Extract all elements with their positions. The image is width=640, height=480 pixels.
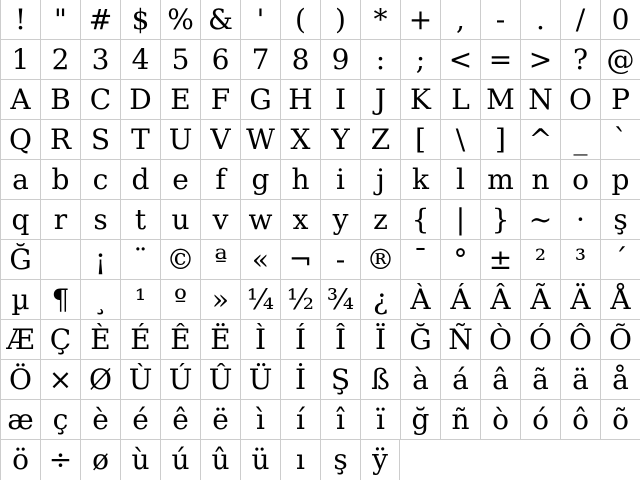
glyph-cell[interactable]: z [360, 200, 400, 240]
glyph-cell[interactable]: . [520, 0, 560, 40]
glyph-cell[interactable]: ? [560, 40, 600, 80]
glyph-cell[interactable]: ô [560, 400, 600, 440]
glyph-cell[interactable]: Ñ [440, 320, 480, 360]
glyph-cell[interactable]: B [40, 80, 80, 120]
glyph-cell[interactable]: ş [600, 200, 640, 240]
glyph-cell[interactable]: s [80, 200, 120, 240]
glyph-cell[interactable]: Y [320, 120, 360, 160]
glyph-cell[interactable]: 9 [320, 40, 360, 80]
glyph-cell[interactable]: l [440, 160, 480, 200]
glyph-cell[interactable]: S [80, 120, 120, 160]
glyph-cell[interactable]: 1 [0, 40, 40, 80]
glyph-cell[interactable]: C [80, 80, 120, 120]
glyph-cell[interactable]: Ù [120, 360, 160, 400]
glyph-cell[interactable]: î [320, 400, 360, 440]
glyph-cell[interactable]: " [40, 0, 80, 40]
glyph-cell[interactable]: u [160, 200, 200, 240]
glyph-cell[interactable]: Ê [160, 320, 200, 360]
glyph-cell[interactable]: 7 [240, 40, 280, 80]
glyph-cell[interactable]: ± [480, 240, 520, 280]
glyph-cell[interactable]: m [480, 160, 520, 200]
glyph-cell[interactable]: ş [320, 440, 360, 480]
glyph-cell[interactable]: ¨ [120, 240, 160, 280]
glyph-cell[interactable]: b [40, 160, 80, 200]
glyph-cell[interactable]: t [120, 200, 160, 240]
glyph-cell[interactable]: É [120, 320, 160, 360]
glyph-cell[interactable]: p [600, 160, 640, 200]
glyph-cell[interactable]: ú [160, 440, 200, 480]
glyph-cell[interactable]: + [400, 0, 440, 40]
glyph-cell[interactable]: ¸ [80, 280, 120, 320]
glyph-cell[interactable]: ^ [520, 120, 560, 160]
glyph-cell[interactable]: û [200, 440, 240, 480]
glyph-cell[interactable]: k [400, 160, 440, 200]
glyph-cell[interactable]: Ğ [0, 240, 40, 280]
glyph-cell[interactable]: ı [280, 440, 320, 480]
glyph-cell[interactable]: ³ [560, 240, 600, 280]
glyph-cell[interactable]: æ [0, 400, 40, 440]
glyph-cell[interactable]: R [40, 120, 80, 160]
glyph-cell[interactable]: Á [440, 280, 480, 320]
glyph-cell[interactable]: n [520, 160, 560, 200]
glyph-cell[interactable]: Ã [520, 280, 560, 320]
glyph-cell[interactable]: Í [280, 320, 320, 360]
glyph-cell[interactable]: Ø [80, 360, 120, 400]
glyph-cell[interactable]: Û [200, 360, 240, 400]
glyph-cell[interactable]: | [440, 200, 480, 240]
glyph-cell[interactable]: è [80, 400, 120, 440]
glyph-cell[interactable]: ¾ [320, 280, 360, 320]
glyph-cell[interactable]: { [400, 200, 440, 240]
glyph-cell[interactable]: Â [480, 280, 520, 320]
glyph-cell[interactable]: * [360, 0, 400, 40]
glyph-cell[interactable]: A [0, 80, 40, 120]
glyph-cell[interactable]: 0 [600, 0, 640, 40]
glyph-cell[interactable]: Ö [0, 360, 40, 400]
glyph-cell[interactable]: ) [320, 0, 360, 40]
glyph-cell[interactable]: ü [240, 440, 280, 480]
glyph-cell[interactable]: Ô [560, 320, 600, 360]
glyph-cell[interactable]: = [480, 40, 520, 80]
glyph-cell[interactable]: : [360, 40, 400, 80]
glyph-cell[interactable]: g [240, 160, 280, 200]
glyph-cell[interactable]: G [240, 80, 280, 120]
glyph-cell[interactable]: / [560, 0, 600, 40]
glyph-cell[interactable] [40, 240, 80, 280]
glyph-cell[interactable]: h [280, 160, 320, 200]
glyph-cell[interactable]: » [200, 280, 240, 320]
glyph-cell[interactable]: ¬ [280, 240, 320, 280]
glyph-cell[interactable]: õ [600, 400, 640, 440]
glyph-cell[interactable]: [ [400, 120, 440, 160]
glyph-cell[interactable]: $ [120, 0, 160, 40]
glyph-cell[interactable]: ' [240, 0, 280, 40]
glyph-cell[interactable]: T [120, 120, 160, 160]
glyph-cell[interactable]: U [160, 120, 200, 160]
glyph-cell[interactable]: 4 [120, 40, 160, 80]
glyph-cell[interactable]: q [0, 200, 40, 240]
glyph-cell[interactable]: c [80, 160, 120, 200]
glyph-cell[interactable]: Ú [160, 360, 200, 400]
glyph-cell[interactable]: W [240, 120, 280, 160]
glyph-cell[interactable]: , [440, 0, 480, 40]
glyph-cell[interactable]: - [480, 0, 520, 40]
glyph-cell[interactable]: Ì [240, 320, 280, 360]
glyph-cell[interactable]: ¶ [40, 280, 80, 320]
glyph-cell[interactable]: ª [200, 240, 240, 280]
glyph-cell[interactable]: H [280, 80, 320, 120]
glyph-cell[interactable]: M [480, 80, 520, 120]
glyph-cell[interactable]: j [360, 160, 400, 200]
glyph-cell[interactable]: ó [520, 400, 560, 440]
glyph-cell[interactable]: > [520, 40, 560, 80]
glyph-cell[interactable]: Õ [600, 320, 640, 360]
glyph-cell[interactable]: á [440, 360, 480, 400]
glyph-cell[interactable]: ¿ [360, 280, 400, 320]
glyph-cell[interactable]: · [560, 200, 600, 240]
glyph-cell[interactable]: Ó [520, 320, 560, 360]
glyph-cell[interactable]: Î [320, 320, 360, 360]
glyph-cell[interactable]: Å [600, 280, 640, 320]
glyph-cell[interactable]: 2 [40, 40, 80, 80]
glyph-cell[interactable]: ` [600, 120, 640, 160]
glyph-cell[interactable]: J [360, 80, 400, 120]
glyph-cell[interactable]: X [280, 120, 320, 160]
glyph-cell[interactable]: f [200, 160, 240, 200]
glyph-cell[interactable]: Æ [0, 320, 40, 360]
glyph-cell[interactable]: 3 [80, 40, 120, 80]
glyph-cell[interactable]: @ [600, 40, 640, 80]
glyph-cell[interactable]: a [0, 160, 40, 200]
glyph-cell[interactable]: y [320, 200, 360, 240]
glyph-cell[interactable]: # [80, 0, 120, 40]
glyph-cell[interactable]: d [120, 160, 160, 200]
glyph-cell[interactable]: â [480, 360, 520, 400]
glyph-cell[interactable]: Ğ [400, 320, 440, 360]
glyph-cell[interactable]: ~ [520, 200, 560, 240]
glyph-cell[interactable]: í [280, 400, 320, 440]
glyph-cell[interactable]: × [40, 360, 80, 400]
glyph-cell[interactable]: P [600, 80, 640, 120]
glyph-cell[interactable]: ë [200, 400, 240, 440]
glyph-cell[interactable]: Ë [200, 320, 240, 360]
glyph-cell[interactable]: ´ [600, 240, 640, 280]
glyph-cell[interactable]: Ï [360, 320, 400, 360]
glyph-cell[interactable]: ] [480, 120, 520, 160]
glyph-cell[interactable]: ¯ [400, 240, 440, 280]
glyph-cell[interactable]: µ [0, 280, 40, 320]
glyph-cell[interactable]: r [40, 200, 80, 240]
glyph-cell[interactable]: Z [360, 120, 400, 160]
glyph-cell[interactable]: È [80, 320, 120, 360]
glyph-cell[interactable]: ° [440, 240, 480, 280]
glyph-cell[interactable]: ä [560, 360, 600, 400]
glyph-cell[interactable]: O [560, 80, 600, 120]
glyph-cell[interactable]: w [240, 200, 280, 240]
glyph-cell[interactable]: ² [520, 240, 560, 280]
glyph-cell[interactable]: ; [400, 40, 440, 80]
glyph-cell[interactable]: ¡ [80, 240, 120, 280]
glyph-cell[interactable]: à [400, 360, 440, 400]
glyph-cell[interactable]: ñ [440, 400, 480, 440]
glyph-cell[interactable]: ê [160, 400, 200, 440]
glyph-cell[interactable]: K [400, 80, 440, 120]
glyph-cell[interactable]: ÷ [40, 440, 80, 480]
glyph-cell[interactable]: Ò [480, 320, 520, 360]
glyph-cell[interactable]: v [200, 200, 240, 240]
glyph-cell[interactable]: \ [440, 120, 480, 160]
glyph-cell[interactable]: < [440, 40, 480, 80]
glyph-cell[interactable]: å [600, 360, 640, 400]
glyph-cell[interactable]: o [560, 160, 600, 200]
glyph-cell[interactable]: ( [280, 0, 320, 40]
glyph-cell[interactable]: Ü [240, 360, 280, 400]
glyph-cell[interactable]: º [160, 280, 200, 320]
glyph-cell[interactable]: 5 [160, 40, 200, 80]
glyph-cell[interactable]: ç [40, 400, 80, 440]
glyph-cell[interactable]: ì [240, 400, 280, 440]
glyph-cell[interactable]: } [480, 200, 520, 240]
glyph-cell[interactable]: V [200, 120, 240, 160]
glyph-cell[interactable]: x [280, 200, 320, 240]
glyph-cell[interactable]: Q [0, 120, 40, 160]
glyph-cell[interactable]: ö [0, 440, 40, 480]
glyph-cell[interactable]: Ä [560, 280, 600, 320]
glyph-cell[interactable]: ß [360, 360, 400, 400]
glyph-cell[interactable]: ® [360, 240, 400, 280]
glyph-cell[interactable]: ½ [280, 280, 320, 320]
glyph-cell[interactable]: i [320, 160, 360, 200]
glyph-cell[interactable]: % [160, 0, 200, 40]
glyph-cell[interactable]: F [200, 80, 240, 120]
glyph-cell[interactable]: - [320, 240, 360, 280]
glyph-cell[interactable]: 8 [280, 40, 320, 80]
glyph-cell[interactable]: Ç [40, 320, 80, 360]
glyph-cell[interactable]: & [200, 0, 240, 40]
glyph-cell[interactable]: ¹ [120, 280, 160, 320]
glyph-cell[interactable]: ÿ [360, 440, 400, 480]
glyph-cell[interactable]: © [160, 240, 200, 280]
glyph-cell[interactable]: L [440, 80, 480, 120]
glyph-cell[interactable]: ã [520, 360, 560, 400]
glyph-cell[interactable]: 6 [200, 40, 240, 80]
glyph-cell[interactable]: Ş [320, 360, 360, 400]
glyph-cell[interactable]: İ [280, 360, 320, 400]
glyph-cell[interactable]: ù [120, 440, 160, 480]
glyph-cell[interactable]: ò [480, 400, 520, 440]
glyph-cell[interactable]: ! [0, 0, 40, 40]
glyph-cell[interactable]: N [520, 80, 560, 120]
glyph-cell[interactable]: D [120, 80, 160, 120]
glyph-cell[interactable]: ï [360, 400, 400, 440]
glyph-cell[interactable]: « [240, 240, 280, 280]
glyph-cell[interactable]: E [160, 80, 200, 120]
glyph-cell[interactable]: ¼ [240, 280, 280, 320]
glyph-cell[interactable]: _ [560, 120, 600, 160]
glyph-cell[interactable]: À [400, 280, 440, 320]
glyph-cell[interactable]: ğ [400, 400, 440, 440]
glyph-cell[interactable]: e [160, 160, 200, 200]
glyph-cell[interactable]: I [320, 80, 360, 120]
glyph-cell[interactable]: ø [80, 440, 120, 480]
glyph-cell[interactable]: é [120, 400, 160, 440]
